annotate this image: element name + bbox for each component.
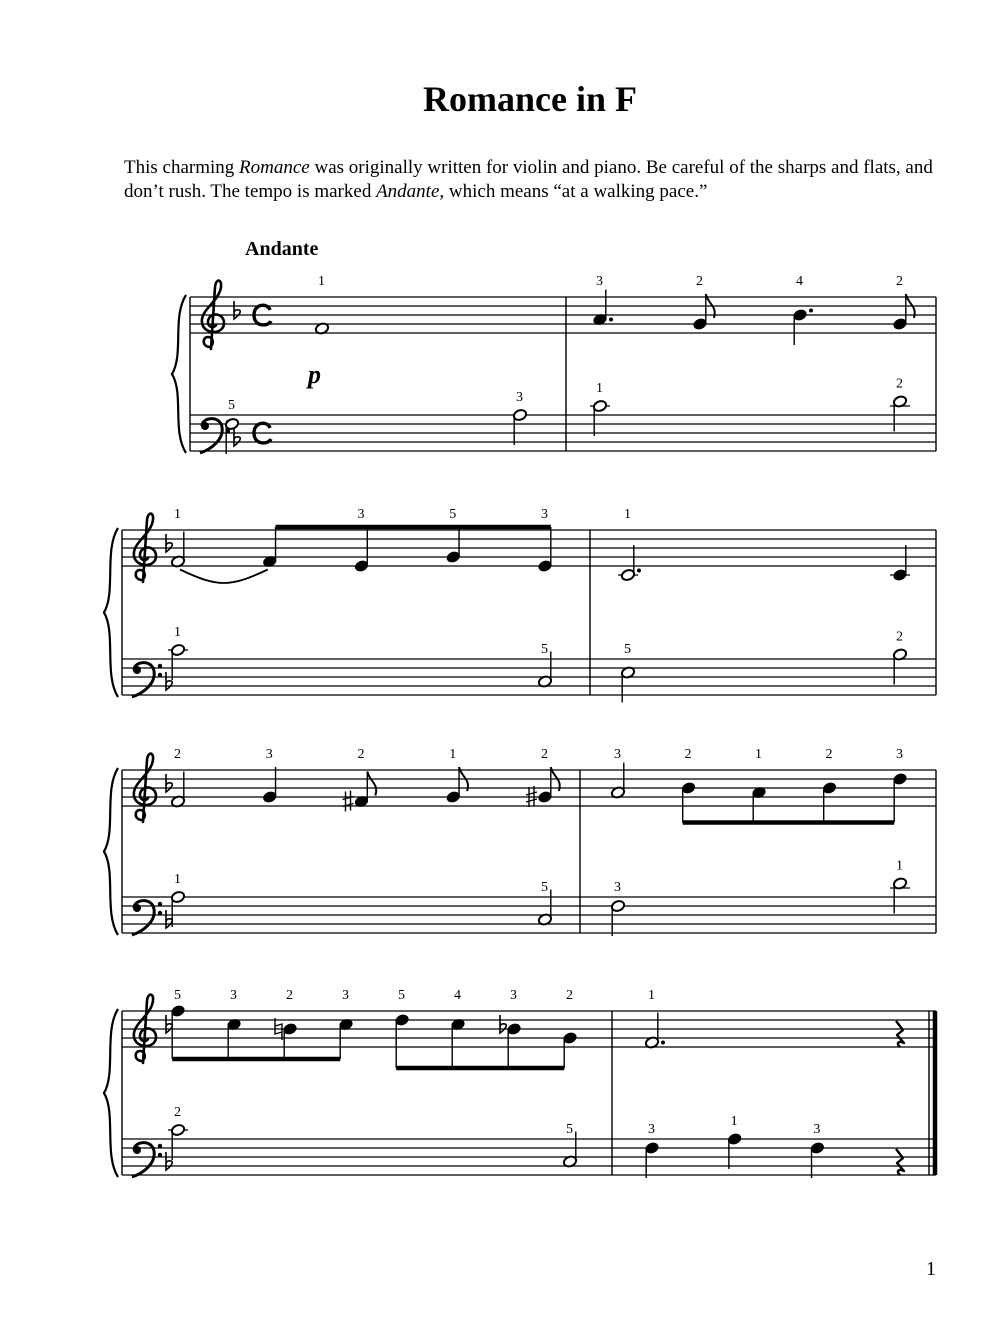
key-signature-flat [166, 534, 172, 552]
page-title: Romance in F [423, 79, 637, 119]
finger-number: 1 [449, 747, 457, 762]
finger-number: 2 [174, 747, 181, 762]
bass-clef-dot [158, 1153, 162, 1157]
finger-number: 3 [510, 988, 517, 1003]
finger-number: 5 [541, 880, 548, 895]
finger-number: 1 [174, 507, 181, 522]
key-signature-flat [234, 428, 240, 446]
system-3 [104, 747, 936, 936]
dynamic-marking: p [308, 360, 321, 389]
key-signature-flat [166, 910, 172, 928]
sharp-sign [343, 791, 354, 812]
finger-number: 3 [357, 507, 365, 522]
finger-number: 1 [318, 274, 325, 289]
finger-number: 1 [755, 747, 762, 762]
finger-number: 5 [566, 1122, 573, 1137]
bass-clef-dot [158, 1144, 162, 1148]
bass-clef-dot [158, 902, 162, 906]
dot [637, 569, 641, 573]
finger-number: 5 [449, 507, 457, 522]
finger-number: 2 [896, 629, 903, 645]
brace [104, 768, 118, 935]
bass-clef-dot [133, 666, 141, 674]
finger-number: 2 [896, 376, 903, 392]
key-signature-flat [166, 774, 172, 792]
finger-number: 2 [684, 747, 692, 762]
dot [661, 1041, 665, 1045]
bass-clef-dot [158, 664, 162, 668]
key-signature-flat [166, 672, 172, 690]
finger-number: 3 [342, 988, 349, 1003]
finger-number: 4 [796, 274, 803, 289]
system-1 [172, 274, 936, 454]
brace [104, 1009, 118, 1177]
finger-number: 2 [357, 747, 365, 762]
finger-number: 2 [541, 747, 548, 762]
system-4 [104, 988, 936, 1178]
flag [367, 772, 376, 796]
finger-number: 3 [896, 747, 903, 762]
finger-number: 5 [398, 988, 405, 1003]
finger-number: 1 [896, 858, 903, 874]
finger-number: 3 [813, 1122, 821, 1137]
finger-number: 1 [648, 988, 655, 1003]
finger-number: 2 [896, 274, 903, 289]
bass-clef-dot [158, 911, 162, 915]
bass-clef-dot [133, 1146, 141, 1154]
finger-number: 2 [566, 988, 573, 1003]
finger-number: 4 [454, 988, 461, 1003]
finger-number: 1 [596, 381, 603, 396]
finger-number: 2 [825, 747, 833, 762]
finger-number: 3 [230, 988, 237, 1003]
tempo-marking: Andante [245, 238, 319, 260]
key-signature-flat [166, 1015, 172, 1033]
dot [609, 318, 613, 322]
bass-clef-dot [133, 904, 141, 912]
bass-clef-dot [158, 673, 162, 677]
key-signature-flat [166, 1152, 172, 1170]
finger-number: 1 [624, 507, 631, 522]
finger-number: 5 [624, 642, 631, 657]
finger-number: 1 [730, 1114, 738, 1129]
quarter-rest [896, 1149, 904, 1175]
finger-number: 2 [174, 1105, 181, 1120]
finger-number: 3 [614, 880, 621, 895]
finger-number: 5 [174, 988, 181, 1003]
finger-number: 3 [516, 390, 523, 405]
finger-number: 3 [265, 747, 273, 762]
intro-text-3: which means “at a walking pace.” [444, 181, 708, 202]
flat-sign [500, 1015, 506, 1033]
finger-number: 3 [541, 507, 548, 522]
tie [180, 570, 268, 584]
dot [809, 309, 813, 313]
brace [172, 295, 186, 453]
bass-clef-dot [201, 422, 209, 430]
intro-romance: Romance [239, 157, 310, 178]
finger-number: 1 [174, 625, 181, 640]
finger-number: 3 [614, 747, 621, 762]
intro-andante: Andante, [376, 181, 445, 202]
finger-number: 3 [596, 274, 603, 289]
intro-text-2: was originally written for violin and piano. Be careful of the sharps and flats, and don’t rush. The tempo is marked [124, 157, 933, 202]
finger-number: 3 [648, 1122, 655, 1137]
finger-number: 2 [286, 988, 293, 1003]
system-2 [104, 507, 936, 703]
finger-number: 5 [228, 398, 235, 413]
quarter-rest [896, 1021, 904, 1047]
finger-number: 5 [541, 642, 548, 657]
finger-number: 1 [174, 872, 181, 887]
page-number: 1 [926, 1258, 936, 1280]
brace [104, 528, 118, 697]
key-signature-flat [234, 301, 240, 319]
intro-text-1: This charming [124, 157, 240, 178]
finger-number: 2 [696, 274, 703, 289]
